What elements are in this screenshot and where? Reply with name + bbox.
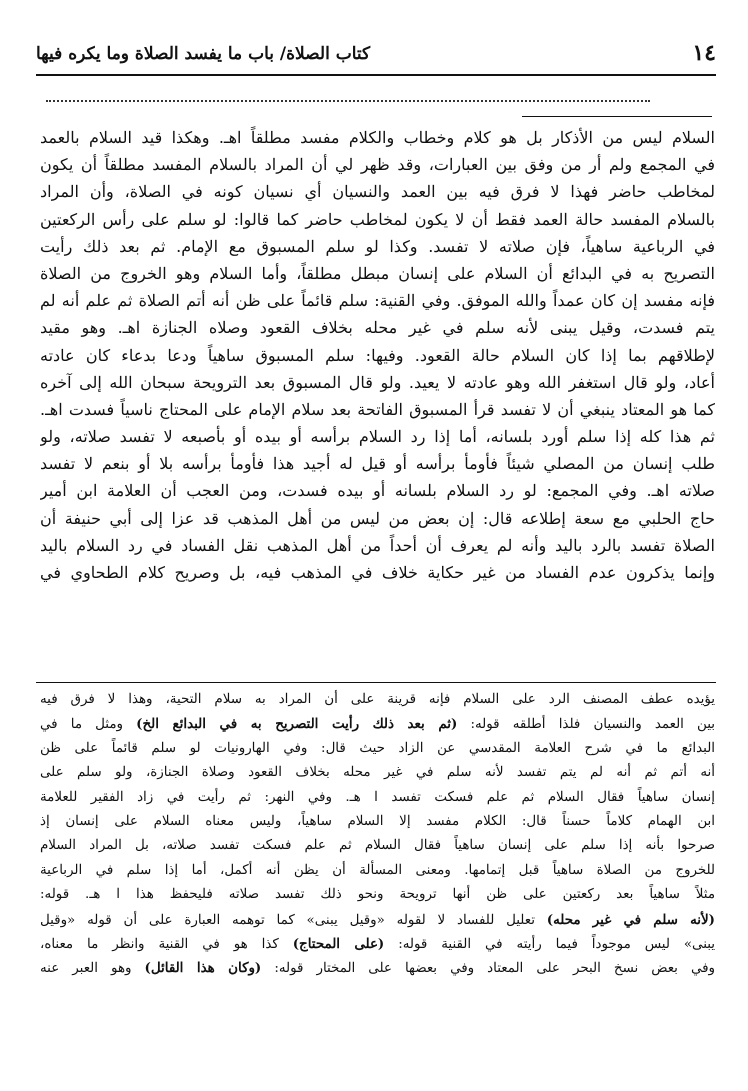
main-text-line: التصريح به في البدائع أن السلام على إنسان مبطل مطلقاً، وأما السلام وهو الخروج من الصلاة: [40, 263, 715, 283]
main-text-line: حاج الحلبي مع سعة إطلاعه قال: إن بعض من ليس من أهل المذهب قد عزا إلى أبي حنيفة أن: [40, 508, 715, 528]
commentary-line: [40, 956, 715, 980]
main-text-line: ثم هذا كله إذا سلم أورد بلسانه، أما إذا رد السلام برأسه أو بيده أو بأصبعه لا تفسد صلاته، ولو: [40, 427, 715, 447]
commentary-text-run: وهو العبر عنه: [40, 961, 145, 977]
commentary-line: [40, 761, 715, 785]
quoted-lemma: (ثم بعد ذلك رأيت التصريح به في البدائع الخ): [136, 716, 458, 733]
main-text-line: في المجمع ولم أر من وفق بين العبارات، وقد ظهر لي أن المراد بالسلام المفسد مطلقاً أن يكون: [40, 155, 715, 175]
commentary-text-run: مثلاً ساهياً بعد ركعتين على ظن أنها ترويحة ونحو ذلك تفسد صلاته فليحفظ هذا ا هـ. قوله:: [40, 887, 715, 903]
commentary-line: [40, 786, 715, 810]
running-title: كتاب الصلاة/ باب ما يفسد الصلاة وما يكره فيها: [36, 44, 371, 64]
commentary-text-run: يبنى» ليس موجوداً فيما رأيته في القنية قوله:: [384, 936, 715, 952]
main-text-line: في الرباعية ساهياً، فإن صلاته لا تفسد. وكذا لو سلم المسبوق مع الإمام. ثم بعد ذلك رأيت: [40, 236, 715, 256]
commentary-text-run: إنسان ساهياً فقال السلام ثم علم فسكت تفسد ا هـ. وفي النهر: ثم رأيت في زاد الفقير للعلامة: [40, 789, 715, 805]
commentary-text-run: تعليل للفساد لا لقوله «وقيل يبنى» كما توهمه العبارة على أن قوله «وقيل: [40, 912, 547, 928]
commentary-line: [40, 859, 715, 883]
main-text-line: لإطلاقهم بما إذا كان السلام حالة القعود. وفيها: سلم المسبوق ساهياً ودعا بدعاء كان عادته: [40, 345, 715, 365]
commentary-line: [40, 932, 715, 956]
main-text: [40, 124, 715, 679]
commentary-line: [40, 688, 715, 712]
main-text-line: كما هو المعتاد ينبغي أن لا تفسد قرأ المسبوق الفاتحة بعد سلام الإمام على المحتاج ناسياً فسدت اهـ.: [40, 399, 715, 419]
main-text-line: بالسلام المفسد حالة العمد فقط أن لا يكون لمخاطب حاضر كما قالوا: لو سلم على رأس الركعتين: [40, 209, 715, 229]
quoted-lemma: (على المحتاج): [292, 935, 385, 952]
commentary-line: [40, 737, 715, 761]
page-header: [36, 40, 716, 76]
main-text-line: صلاته اهـ. وفي المجمع: لو رد السلام بلسانه أو بيده فسدت، ومن العجب أن العلامة ابن أمير: [40, 481, 715, 501]
main-text-line: يتم فسدت، وقيل يبنى لأنه سلم في غير محله بخلاف القعود وصلاه الجنازة اهـ. وهو مقيد: [40, 318, 715, 338]
commentary-text-run: للخروج من الصلاة ساهياً قبل إتمامها. ومعنى المسألة أن يظن أنه أكمل، أما إذا سلم في الرباعية: [40, 862, 715, 878]
commentary-text-run: ابن الهمام كلاماً حسناً قال: الكلام مفسد إلا السلام ساهياً، وليس معناه السلام على إنسان إذ: [40, 813, 715, 829]
page-number: ١٤: [692, 40, 716, 66]
footnote-divider: [36, 682, 716, 683]
main-text-line: الصلاة تفسد بالرد باليد وأنه لم يعرف أن أحداً من أهل المذهب نقل الفساد في رد السلام باليد: [40, 535, 715, 555]
commentary-line: [40, 810, 715, 834]
commentary-line: [40, 712, 715, 736]
commentary-text-run: وفي بعض نسخ البحر على المعتاد وفي بعضها على المختار قوله:: [261, 961, 715, 977]
main-text-line: أعاد، ولو قال استغفر الله وهو عادته لا يعيد. ولو قال المسبوق بعد الترويحة سبحان الله إلى آخره: [40, 372, 715, 392]
commentary-line: [40, 834, 715, 858]
main-text-line: طلب إنسان من المصلي شيئاً فأومأ برأسه أو قيل له أجيد هذا فأومأ برأسه بلا أو بنعم لا تفسد: [40, 454, 715, 474]
commentary-text: [40, 688, 715, 1078]
quoted-lemma: (وكان هذا القائل): [144, 960, 262, 977]
commentary-text-run: البدائع ما في شرح العلامة المقدسي عن الزاد حيث قال: وفي الهارونيات لو سلم قائماً على ظن: [40, 740, 715, 756]
commentary-text-run: ومثل ما في: [40, 717, 137, 733]
main-text-line: وإنما يذكرون عدم الفساد من غير حكاية خلاف في المذهب فيه، بل وصريح كلام الطحاوي في: [40, 563, 715, 582]
commentary-text-run: صرحوا بأنه إذا سلم على إنسان ساهياً فقال السلام ثم علم فسكت تفسد صلاته، بل المراد السلام: [40, 838, 715, 854]
commentary-text-run: كذا هو في القنية وانظر ما معناه،: [40, 936, 293, 952]
commentary-text-run: أنه أتم ثم أنه لم يتم تفسد لأنه سلم في غير محله بخلاف القعود وصلاة الجنازة، ولو سلم على: [40, 765, 715, 781]
dotted-separator: [46, 86, 650, 102]
quoted-lemma: (لأنه سلم في غير محله): [546, 911, 715, 928]
commentary-text-run: بين العمد والنسيان فلذا أطلقه قوله:: [457, 717, 715, 733]
commentary-text-run: يؤيده عطف المصنف الرد على السلام فإنه قرينة على أن المراد به سلام التحية، وهذا لا فرق فيه: [40, 692, 715, 707]
top-rule: [522, 116, 712, 117]
main-text-line: فإنه مفسد إن كان عمداً والله الموفق. وفي القنية: سلم قائماً على ظن أنه أتم الصلاة ثم علم أنه لم: [40, 291, 715, 311]
main-text-line: السلام ليس من الأذكار بل هو كلام وخطاب والكلام مفسد مطلقاً اهـ. وهكذا قيد السلام بالعمد: [40, 128, 715, 147]
commentary-line: [40, 908, 715, 932]
main-text-line: لمخاطب حاضر فهذا لا فرق فيه بين العمد والنسيان أي نسيان كونه في الصلاة، وأن المراد: [40, 182, 715, 202]
commentary-line: [40, 883, 715, 907]
